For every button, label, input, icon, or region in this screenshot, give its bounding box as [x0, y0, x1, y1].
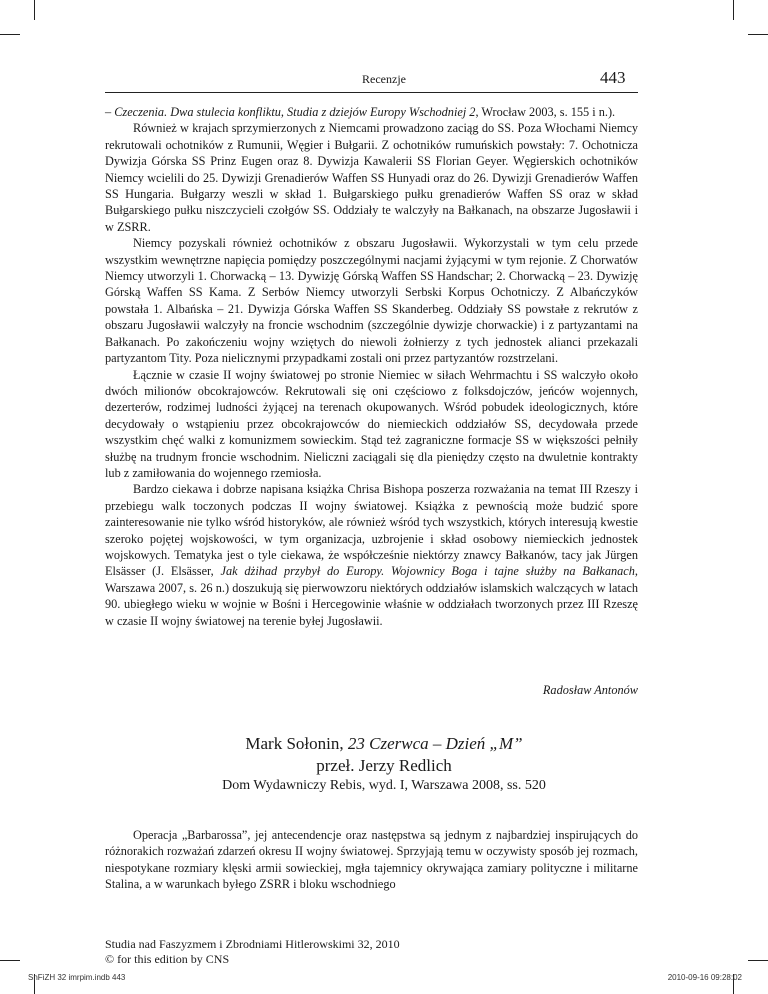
crop-mark [0, 34, 20, 35]
article-body [105, 104, 638, 629]
book-translator: przeł. Jerzy Redlich [316, 756, 452, 775]
crop-mark [0, 960, 20, 961]
review-body [105, 827, 638, 893]
page-number: 443 [600, 68, 626, 87]
paragraph-italic: Jak dżihad przybył do Europy. Wojownicy Boga i tajne służby na Bałkanach [220, 564, 635, 579]
crop-mark [748, 960, 768, 961]
crop-mark [34, 0, 35, 20]
book-author: Mark Sołonin, [245, 734, 348, 753]
page-footer [105, 937, 400, 967]
journal-citation: Studia nad Faszyzmem i Zbrodniami Hitlerowskimi 32, 2010 [105, 937, 400, 951]
print-slug-timestamp: 2010-09-16 09:28:02 [667, 973, 742, 982]
paragraph-italic: – Czeczenia. Dwa stulecia konfliktu, Studia z dziejów Europy Wschodniej 2 [105, 105, 476, 119]
paragraph: Operacja „Barbarossa”, jej antecendencje oraz następstwa są jednym z najbardziej inspirujących do różnorakich rozważań zdarzeń okresu II wojny światowej. Sprzyjają temu w oczywisty sposób jej rozmach, niespotykane rozmiary klęski armii sowieckiej, mgła tajemnicy okrywająca zamiary polityczne i militarne Stalina, a w warunkach byłego ZSRR i bloku wschodniego [105, 828, 638, 892]
paragraph-text: , Warszawa 2007, s. 26 n.) doszukują się pierwowzoru niektórych oddziałów islamskich walczących w latach 90. ubiegłego wieku w wojnie w Bośni i Hercegowinie właśnie w oddziałach tworzonych przez III Rzeszę w czasie II wojny światowej na terenie byłej Jugosławii. [105, 564, 638, 628]
paragraph-text: , Wrocław 2003, s. 155 i n.). [475, 105, 616, 119]
reviewer-signature: Radosław Antonów [542, 683, 638, 697]
crop-mark [733, 0, 734, 20]
book-title: 23 Czerwca – Dzień „M” [347, 734, 523, 753]
header-rule [105, 92, 638, 93]
paragraph-text: Bardzo ciekawa i dobrze napisana książka Chrisa Bishopa poszerza rozważania na temat III Rzeszy i przebiegu walk toczonych podczas II wojny światowej. Książka z pewnością może budzić spore zainteresowanie nie tylko wśród historyków, ale również wśród tych wszystkich, których interesują kwestie szeroko pojętej wojskowości, w tym organizacja, uzbrojenie i skład osobowy niemieckich jednostek wojskowych. Tematyka jest o tyle ciekawa, że współcześnie niektórzy znawcy Bałkanów, tacy jak Jürgen Elsässer (J. Elsässer, [105, 482, 638, 579]
paragraph: Niemcy pozyskali również ochotników z obszaru Jugosławii. Wykorzystali w tym celu przede wszystkim wewnętrzne napięcia pomiędzy poszczególnymi nacjami żyjącymi w tym rejonie. Z Chorwatów Niemcy utworzyli 1. Chorwacką – 13. Dywizję Górską Waffen SS Handschar; 2. Chorwacką – 23. Dywizję Górską Waffen SS Kama. Z Serbów Niemcy utworzyli Serbski Korpus Ochotniczy. Z Albańczyków powstała 1. Albańska – 21. Dywizja Górska Waffen SS Skanderbeg. Oddziały SS powstałe z rekrutów z obszaru Jugosławii walczyły na froncie wschodnim (szczególnie dywizje chorwackie) i z partyzantami na Bałkanach. Po zakończeniu wojny wziętych do niewoli żołnierzy z tych jednostek alianci przekazali partyzantom Tity. Poza nielicznymi przypadkami zostali oni przez partyzantów rozstrzelani. [105, 236, 638, 366]
book-title-line [0, 733, 768, 755]
paragraph [105, 481, 638, 629]
copyright-notice: © for this edition by CNS [105, 952, 230, 966]
print-slug-file: SnFiZH 32 imrpim.indb 443 [28, 973, 126, 982]
running-header: Recenzje [362, 72, 406, 86]
paragraph [105, 104, 638, 120]
paragraph: Łącznie w czasie II wojny światowej po stronie Niemiec w siłach Wehrmachtu i SS walczyło około dwóch milionów obcokrajowców. Rekrutowali się oni częściowo z folksdojczów, jeńców wojennych, dezerterów, rodzimej ludności żyjącej na terenach okupowanych. Wśród pobudek ideologicznych, które decydowały o wstąpieniu przez obcokrajowców do niemieckich oddziałów SS, decydowała przede wszystkim chęć walki z komunizmem sowieckim. Stąd też zagraniczne formacje SS w większości pełniły służbę na trudnym froncie wschodnim. Nieliczni zaciągali się dla pieniędzy często na dwuletnie kontrakty lub z zamiłowania do wojennego rzemiosła. [105, 367, 638, 480]
book-publisher: Dom Wydawniczy Rebis, wyd. I, Warszawa 2008, ss. 520 [222, 778, 546, 793]
crop-mark [748, 34, 768, 35]
paragraph: Również w krajach sprzymierzonych z Niemcami prowadzono zaciąg do SS. Poza Włochami Niemcy rekrutowali ochotników z Rumunii, Węgier i Bułgarii. Z ochotników rumuńskich powstały: 7. Ochotnicza Dywizja Górska SS Prinz Eugen oraz 8. Dywizja Kawalerii SS Florian Geyer. Węgierskich ochotników Niemcy wcielili do 25. Dywizji Grenadierów Waffen SS Hunyadi oraz do 26. Dywizji Grenadierów Waffen SS Hungaria. Bułgarzy weszli w skład 1. Bułgarskiego pułku grenadierów Waffen SS oraz w skład Bułgarskiego pułku niszczycieli czołgów SS. Oddziały te walczyły na Bałkanach, na obszarze Jugosławii i w ZSRR. [105, 121, 638, 234]
review-heading [0, 733, 768, 777]
